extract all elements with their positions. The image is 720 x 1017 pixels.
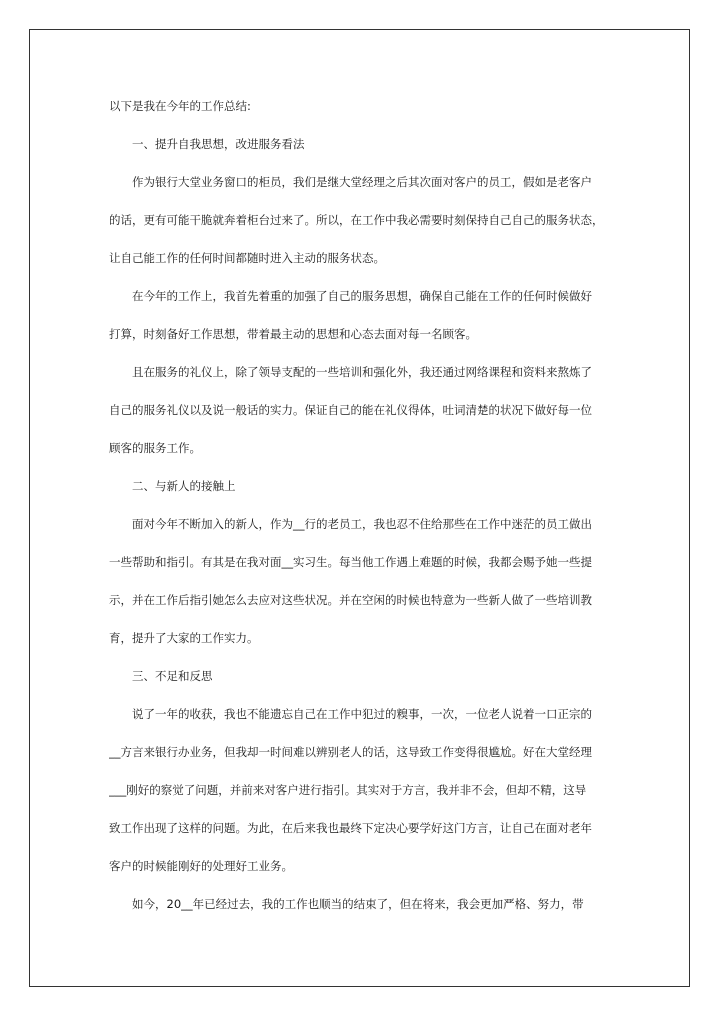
- paragraph-line: 的话，更有可能干脆就奔着柜台过来了。所以，在工作中我必需要时刻保持自己自己的服务状态，: [109, 213, 604, 227]
- paragraph-line: 自己的服务礼仪以及说一般话的实力。保证自己的能在礼仪得体，吐词清楚的状况下做好每一位: [109, 403, 592, 417]
- paragraph-line: ___刚好的察觉了问题，并前来对客户进行指引。其实对于方言，我并非不会，但却不精，这导: [109, 783, 587, 797]
- paragraph-line: 面对今年不断加入的新人，作为__行的老员工，我也忍不住给那些在工作中迷茫的员工做出: [132, 517, 592, 531]
- page-frame: [29, 29, 690, 987]
- section-heading-1: 一、提升自我思想，改进服务看法: [132, 137, 305, 151]
- intro-line: 以下是我在今年的工作总结:: [109, 99, 251, 113]
- paragraph-line: 打算，时刻备好工作思想，带着最主动的思想和心态去面对每一名顾客。: [109, 327, 477, 341]
- paragraph-line: __方言来银行办业务，但我却一时间难以辨别老人的话，这导致工作变得很尴尬。好在大堂经理: [109, 745, 592, 759]
- paragraph-line: 育，提升了大家的工作实力。: [109, 631, 259, 645]
- paragraph-line: 客户的时候能刚好的处理好工业务。: [109, 859, 293, 873]
- paragraph-line: 顾客的服务工作。: [109, 441, 201, 455]
- paragraph-line: 作为银行大堂业务窗口的柜员，我们是继大堂经理之后其次面对客户的员工，假如是老客户: [132, 175, 592, 189]
- paragraph-line: 一些帮助和指引。有其是在我对面__实习生。每当他工作遇上难题的时候，我都会赐予她一些提: [109, 555, 592, 569]
- paragraph-line: 在今年的工作上，我首先着重的加强了自己的服务思想，确保自己能在工作的任何时候做好: [132, 289, 592, 303]
- paragraph-line: 如今，20__年已经过去，我的工作也顺当的结束了，但在将来，我会更加严格、努力，带: [132, 897, 584, 911]
- paragraph-line: 说了一年的收获，我也不能遗忘自己在工作中犯过的糗事，一次，一位老人说着一口正宗的: [132, 707, 592, 721]
- paragraph-line: 且在服务的礼仪上，除了领导支配的一些培训和强化外，我还通过网络课程和资料来熬炼了: [132, 365, 592, 379]
- section-heading-2: 二、与新人的接触上: [132, 479, 236, 493]
- section-heading-3: 三、不足和反思: [132, 669, 213, 683]
- paragraph-line: 让自己能工作的任何时间都随时进入主动的服务状态。: [109, 251, 385, 265]
- paragraph-line: 示，并在工作后指引她怎么去应对这些状况。并在空闲的时候也特意为一些新人做了一些培训教: [109, 593, 592, 607]
- paragraph-line: 致工作出现了这样的问题。为此，在后来我也最终下定决心要学好这门方言，让自己在面对老年: [109, 821, 592, 835]
